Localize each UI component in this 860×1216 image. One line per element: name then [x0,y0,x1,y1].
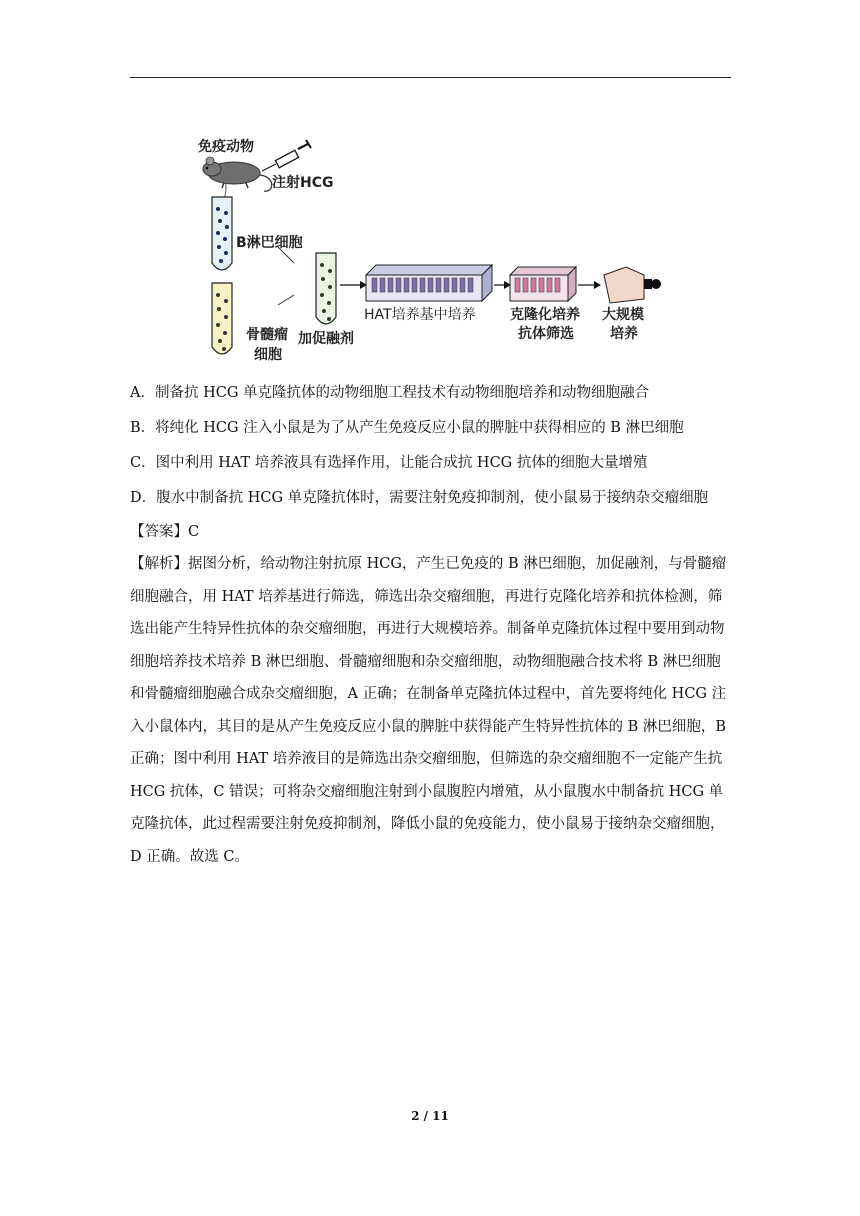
myeloma-tube [212,283,232,354]
clone-culture-label-line1: 克隆化培养 [510,307,580,323]
page-number: 2 / 11 [411,1109,449,1123]
option-letter: D． [130,490,157,506]
b-cell-tube [212,197,232,270]
analysis-text: 据图分析，给动物注射抗原 HCG，产生已免疫的 B 淋巴细胞，加促融剂，与骨髓瘤细胞融合，用 HAT 培养基进行筛选，筛选出杂交瘤细胞，再进行克隆化培养和抗体检测，筛选出能产生特异性抗体的杂交瘤细胞，再进行大规模培养。制备单克隆抗体过程中要用到动物细胞培养技术培养 B 淋巴细胞、骨髓瘤细胞和杂交瘤细胞，动物细胞融合技术将 B 淋巴细胞和骨髓瘤细胞融合成杂交瘤细胞，A 正确；在制备单克隆抗体过程中，首先要将纯化 HCG 注入小鼠体内，其目的是从产生免疫反应小鼠的脾脏中获得能产生特异性抗体的 B 淋巴细胞，B 正确；图中利用 HAT 培养液目的是筛选出杂交瘤细胞，但筛选的杂交瘤细胞不一定能产生抗 HCG 抗体，C 错误；可将杂交瘤细胞注射到小鼠腹腔内增殖，从小鼠腹水中制备抗 HCG 单克隆抗体，此过程需要注射免疫抑制剂，降低小鼠的免疫能力，使小鼠易于接纳杂交瘤细胞，D 正确。故选 C。 [130,556,727,865]
option-a [130,381,649,402]
header-rule [130,77,731,78]
option-b [130,416,684,437]
arrow-icon [494,281,511,289]
option-text: 将纯化 HCG 注入小鼠是为了从产生免疫反应小鼠的脾脏中获得相应的 B 淋巴细胞 [155,420,684,436]
large-scale-label-line2: 培养 [610,326,638,342]
answer-line [130,520,199,541]
monoclonal-antibody-diagram [190,135,670,375]
analysis-label: 【解析】 [130,556,188,572]
option-letter: A． [130,385,155,401]
answer-value: C [188,524,200,540]
analysis-paragraph [130,548,735,873]
option-text: 制备抗 HCG 单克隆抗体的动物细胞工程技术有动物细胞培养和动物细胞融合 [154,385,650,401]
hat-culture-plate [366,265,492,301]
option-letter: C． [130,455,156,471]
option-letter: B． [130,420,156,436]
large-scale-label-line1: 大规模 [602,307,644,323]
hat-culture-label: HAT培养基中培养 [364,307,476,323]
answer-label: 【答案】 [130,524,188,540]
option-d [130,486,708,507]
clone-culture-label-line2: 抗体筛选 [518,326,574,342]
inject-hcg-label: 注射HCG [272,175,334,191]
arrow-icon [340,281,367,289]
option-text: 腹水中制备抗 HCG 单克隆抗体时，需要注射免疫抑制剂，使小鼠易于接纳杂交瘤细胞 [156,490,709,506]
option-text: 图中利用 HAT 培养液具有选择作用，让能合成抗 HCG 抗体的细胞大量增殖 [155,455,648,471]
fusion-tube [316,253,336,324]
myeloma-label-line1: 骨髓瘤 [246,327,288,343]
clone-culture-plate [510,267,576,301]
immune-animal-label: 免疫动物 [198,139,254,155]
option-c [130,451,647,472]
myeloma-label-line2: 细胞 [254,347,282,363]
syringe-icon [262,140,311,171]
culture-flask-icon [604,267,661,303]
b-cell-label: B淋巴细胞 [236,235,303,251]
mouse-icon [203,157,272,191]
fusion-agent-label: 加促融剂 [298,331,354,347]
arrow-icon [578,281,601,289]
